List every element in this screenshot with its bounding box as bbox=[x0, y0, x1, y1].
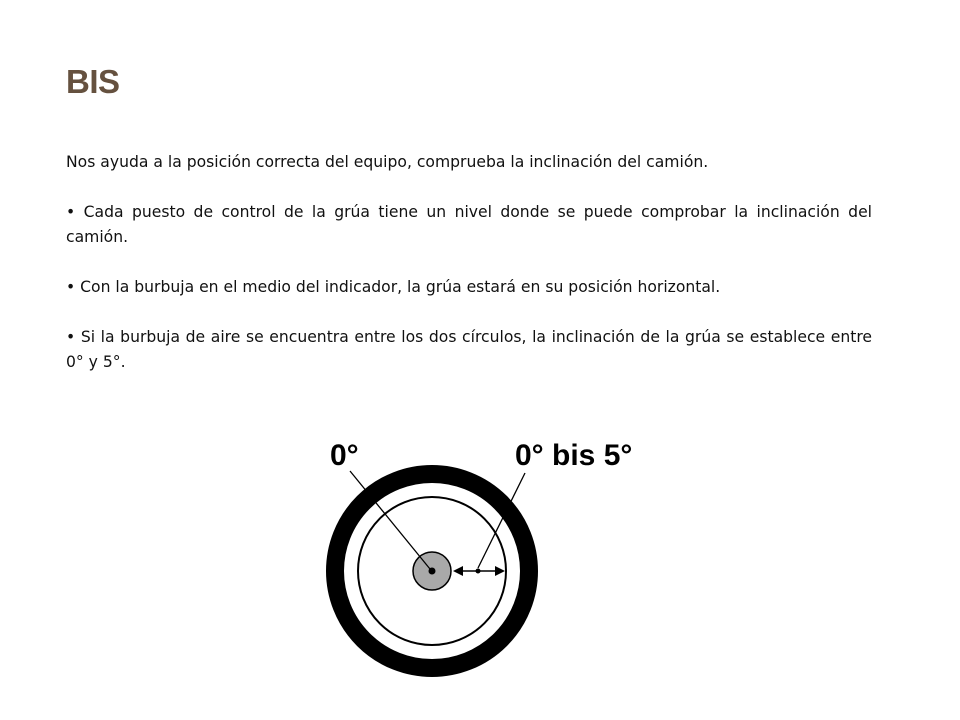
range-arrow-right-head bbox=[495, 566, 505, 576]
zero-to-five-degree-label: 0° bis 5° bbox=[515, 439, 633, 472]
range-arrow-dot bbox=[476, 569, 481, 574]
bullet-bubble-between: • Si la burbuja de aire se encuentra entre los dos círculos, la inclinación de la grúa se establece entre 0° y 5°. bbox=[66, 328, 872, 371]
bullet-bubble-center: • Con la burbuja en el medio del indicador, la grúa estará en su posición horizontal. bbox=[66, 278, 721, 296]
bullet-control-level: • Cada puesto de control de la grúa tiene un nivel donde se puede comprobar la inclinación del camión. bbox=[66, 203, 872, 246]
level-indicator-diagram bbox=[310, 425, 650, 720]
slide-body bbox=[66, 150, 872, 400]
slide-title: BIS bbox=[66, 63, 120, 100]
zero-degree-label: 0° bbox=[330, 439, 359, 472]
range-arrow-left-head bbox=[453, 566, 463, 576]
intro-paragraph: Nos ayuda a la posición correcta del equipo, comprueba la inclinación del camión. bbox=[66, 153, 709, 171]
